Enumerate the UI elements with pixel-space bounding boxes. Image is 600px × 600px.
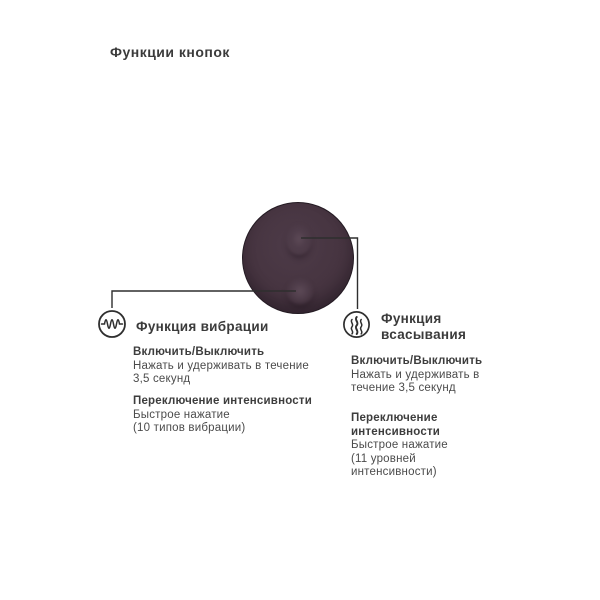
- vibration-power-line2: 3,5 секунд: [133, 373, 191, 385]
- suction-power-line2: течение 3,5 секунд: [351, 382, 456, 394]
- vibration-power-heading: Включить/Выключить: [133, 346, 265, 358]
- suction-button: [286, 223, 312, 255]
- suction-flow-icon: [342, 310, 371, 339]
- vibration-wave-icon: [97, 309, 127, 339]
- suction-intensity-line3: интенсивности): [351, 466, 437, 478]
- suction-intensity-line1: Быстрое нажатие: [351, 439, 448, 451]
- vibration-power-line1: Нажать и удерживать в течение: [133, 359, 309, 372]
- page-title: Функции кнопок: [110, 44, 230, 60]
- vibration-intensity-instructions: [133, 395, 312, 436]
- vibration-power-instructions: [133, 346, 309, 387]
- vibration-intensity-line2: (10 типов вибрации): [133, 422, 246, 434]
- suction-intensity-heading-line1: Переключение: [351, 412, 438, 424]
- vibration-button: [286, 277, 314, 305]
- suction-function-label-line2: всасывания: [381, 327, 467, 342]
- suction-power-heading: Включить/Выключить: [351, 355, 483, 367]
- suction-function-label: [381, 311, 466, 343]
- vibration-function-label: Функция вибрации: [136, 319, 269, 334]
- suction-intensity-line2: (11 уровней: [351, 452, 416, 465]
- vibration-intensity-heading: Переключение интенсивности: [133, 395, 312, 407]
- suction-function-label-line1: Функция: [381, 311, 442, 326]
- vibration-intensity-line1: Быстрое нажатие: [133, 408, 230, 421]
- suction-intensity-heading-line2: интенсивности: [351, 425, 441, 438]
- suction-power-instructions: [351, 355, 482, 396]
- suction-power-line1: Нажать и удерживать в: [351, 368, 480, 381]
- suction-intensity-instructions: [351, 412, 448, 480]
- device-control-panel: [242, 202, 354, 314]
